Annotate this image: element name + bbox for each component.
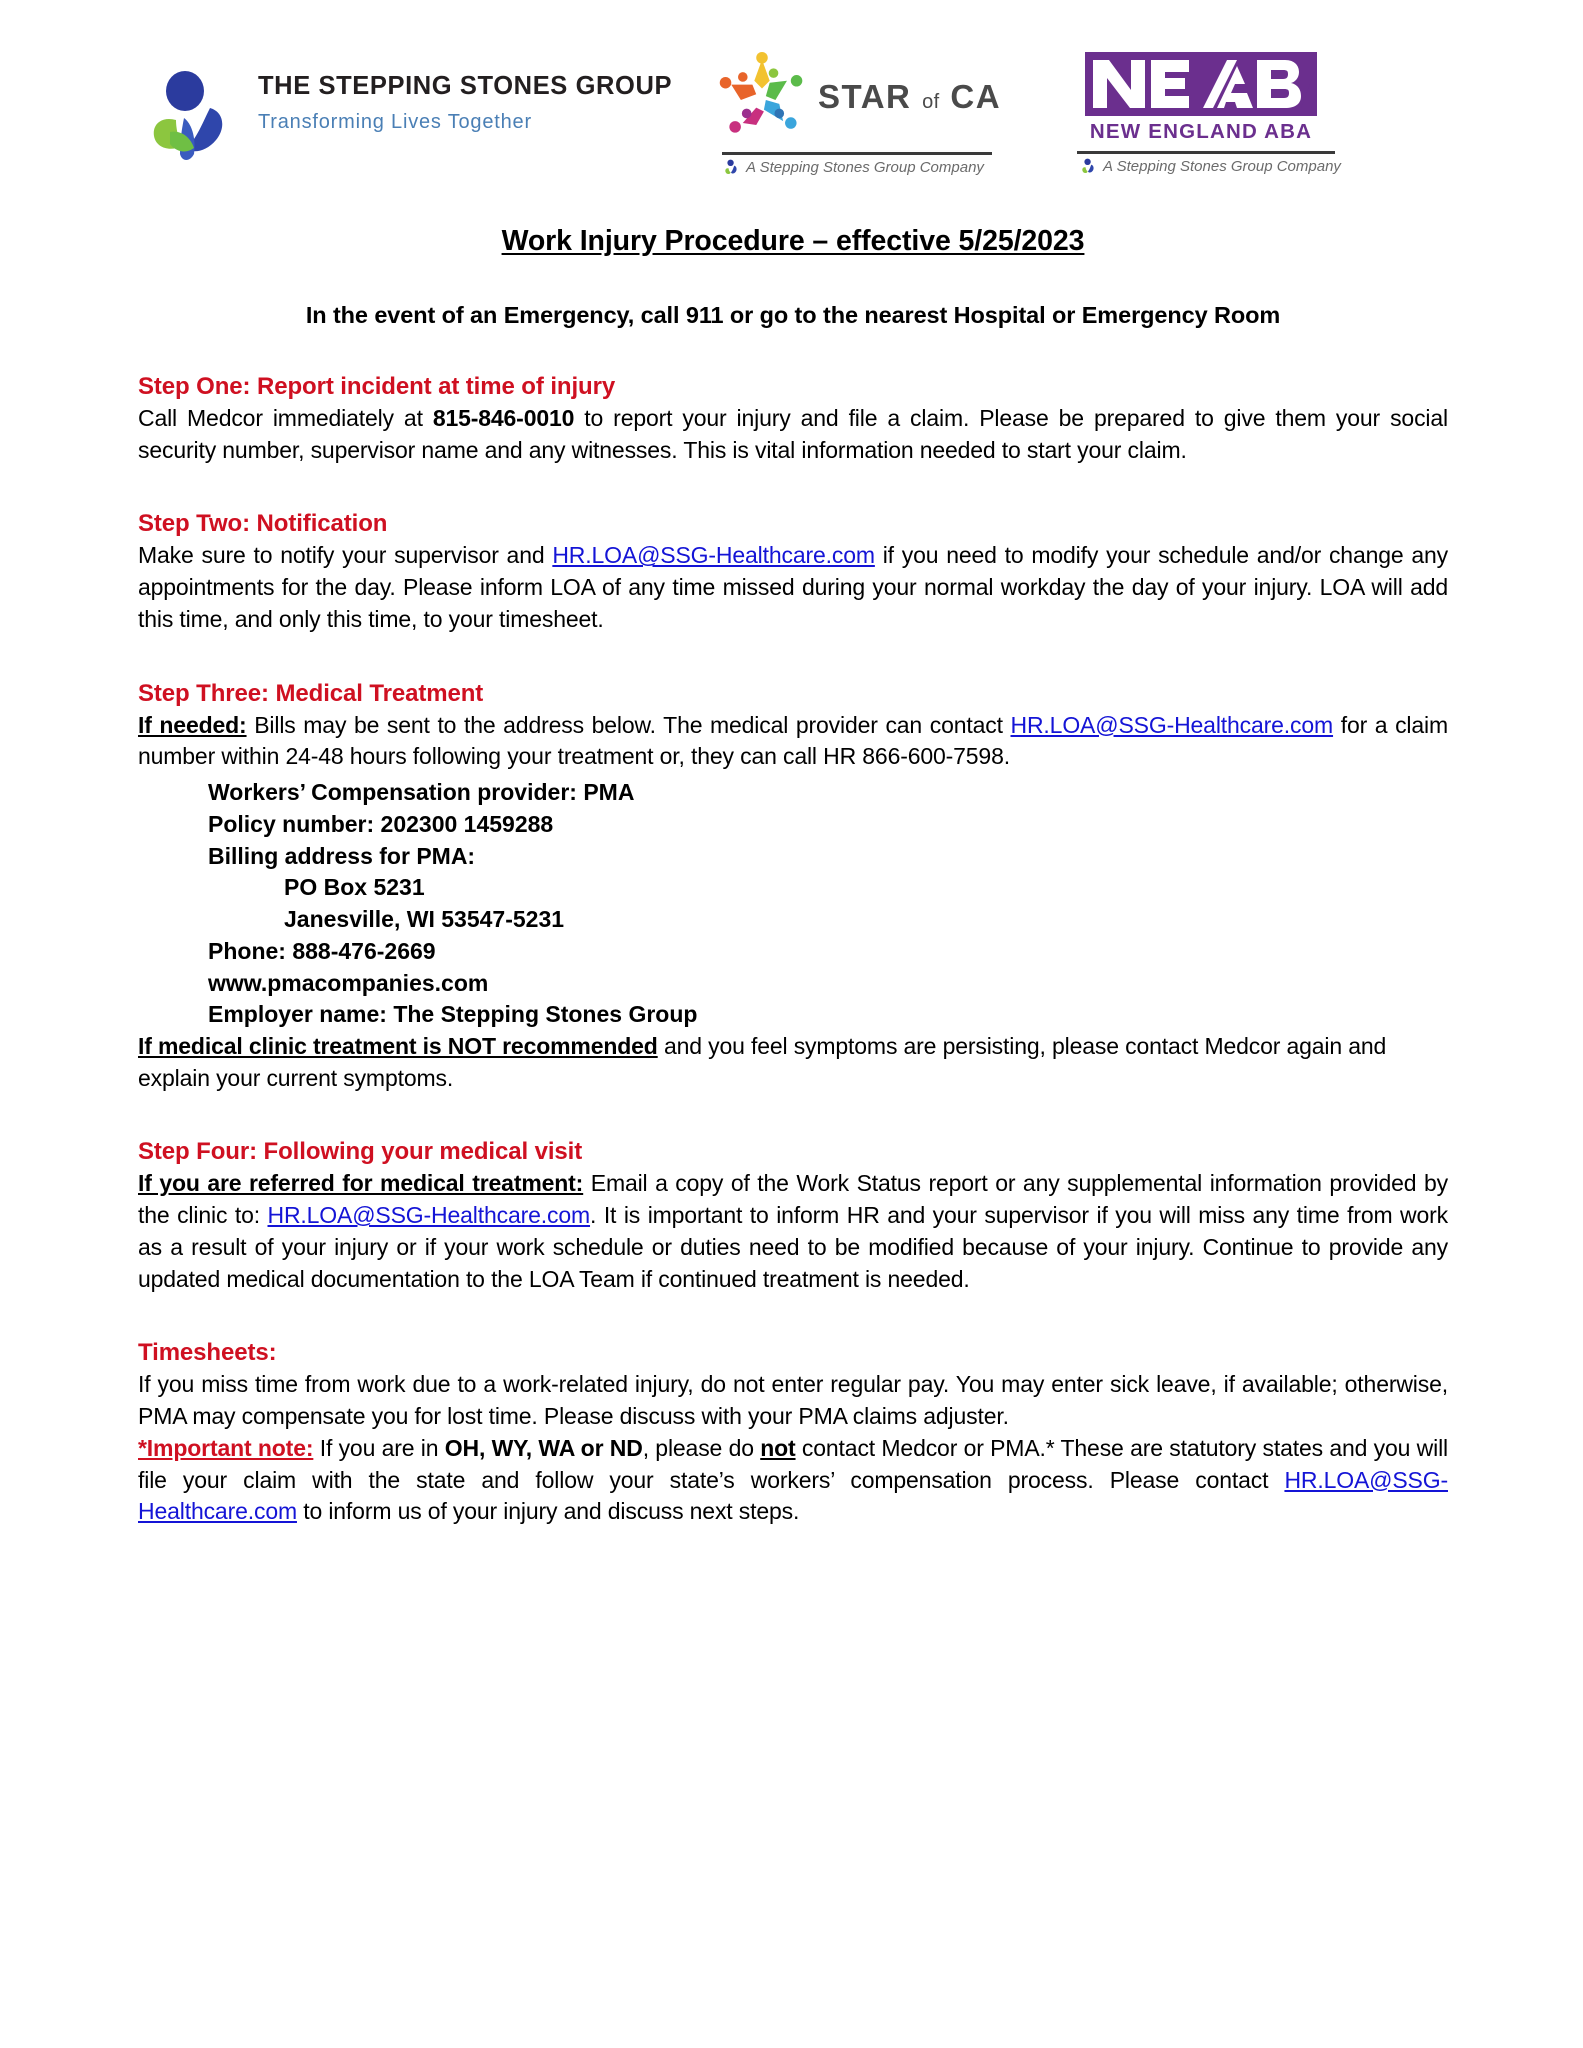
hr-loa-email-link[interactable]: HR.LOA@SSG-Healthcare.com xyxy=(552,542,875,569)
step-four-text xyxy=(138,1168,1448,1295)
statutory-states-list: OH, WY, WA or ND xyxy=(444,1434,643,1461)
hr-loa-email-link[interactable]: HR.LOA@SSG-Healthcare.com xyxy=(1010,711,1334,738)
star-word: STAR xyxy=(818,78,912,115)
pma-address-line-2: Janesville, WI 53547-5231 xyxy=(284,906,565,933)
not-recommended-paragraph xyxy=(138,1031,1448,1094)
pma-billing-address-label: Billing address for PMA: xyxy=(208,842,476,869)
step-three-text-after: for a claim number within 24-48 hours following your treatment or, they can call HR 866-600-7598. xyxy=(138,711,1448,770)
ssg-logo-tagline: Transforming Lives Together xyxy=(258,111,532,133)
star-logo-divider xyxy=(722,152,992,155)
step-three-heading: Step Three: Medical Treatment xyxy=(138,679,484,707)
neaba-company-line: A Stepping Stones Group Company xyxy=(1103,158,1341,175)
step-one-text xyxy=(138,403,1448,466)
pma-details-block xyxy=(138,777,1448,1031)
star-of-ca-wordmark xyxy=(818,78,1001,116)
pma-phone-line: Phone: 888-476-2669 xyxy=(208,937,436,964)
logo-header-bar xyxy=(0,44,1583,179)
timesheets-text: If you miss time from work due to a work-related injury, do not enter regular pay. You may enter sick leave, if available; otherwise, PMA may compensate you for lost time. Please discuss with your PMA claims adjuster. xyxy=(138,1371,1448,1430)
important-note-text-3: contact Medcor or PMA.* These are statutory states and you will file your claim with the state and follow your state’s workers’ compensation process. Please contact xyxy=(138,1434,1448,1493)
of-word: of xyxy=(922,91,940,113)
not-emphasis: not xyxy=(760,1434,796,1461)
neaba-wordmark-icon xyxy=(1085,52,1317,116)
logo-star-of-ca xyxy=(714,44,1004,179)
important-note-text-4: to inform us of your injury and discuss next steps. xyxy=(296,1498,800,1525)
step-two-heading: Step Two: Notification xyxy=(138,510,388,538)
timesheets-heading: Timesheets: xyxy=(138,1339,277,1367)
logo-new-england-aba xyxy=(1077,44,1352,179)
stepping-stones-sprout-icon xyxy=(140,58,244,162)
referred-lead-in: If you are referred for medical treatment: xyxy=(138,1170,584,1197)
pma-provider-line: Workers’ Compensation provider: PMA xyxy=(208,779,635,806)
step-four-text-after: . It is important to inform HR and your supervisor if you will miss any time from work as a result of your injury or if your work schedule or duties need to be modified because of your injury. Continue to provide any updated medical documentation to the LOA Team if continued treatment is needed. xyxy=(138,1202,1448,1292)
ca-word: CA xyxy=(950,78,1002,115)
ssg-company-mark-icon xyxy=(1081,158,1096,175)
ssg-logo-text xyxy=(258,72,673,134)
pma-employer-name-line: Employer name: The Stepping Stones Group xyxy=(208,1001,698,1028)
not-recommended-rest: and you feel symptoms are persisting, please contact Medcor again and explain your current symptoms. xyxy=(138,1033,1387,1091)
step-one-heading: Step One: Report incident at time of injury xyxy=(138,373,616,400)
step-one-text-before: Call Medcor immediately at xyxy=(138,405,433,431)
pma-website-line: www.pmacompanies.com xyxy=(208,969,489,996)
important-note-text-1: If you are in xyxy=(313,1434,445,1461)
pma-policy-number-line: Policy number: 202300 1459288 xyxy=(208,810,554,837)
step-three-text xyxy=(138,710,1448,773)
hr-loa-email-link[interactable]: HR.LOA@SSG-Healthcare.com xyxy=(267,1202,591,1229)
neaba-logo-divider xyxy=(1077,151,1335,154)
important-note-text-2: , please do xyxy=(642,1434,761,1461)
step-three-text-before: Bills may be sent to the address below. The medical provider can contact xyxy=(246,711,1011,738)
page-title-text: Work Injury Procedure – effective 5/25/2023 xyxy=(501,225,1085,257)
step-two-text-after: if you need to modify your schedule and/or change any appointments for the day. Please inform LOA of any time missed during your normal workday the day of your injury. LOA will add this time, and only this time, to your timesheet. xyxy=(138,542,1448,632)
neaba-subtitle: NEW ENGLAND ABA xyxy=(1089,120,1313,143)
not-recommended-lead-in: If medical clinic treatment is NOT recommended xyxy=(138,1033,658,1060)
ssg-logo-title: THE STEPPING STONES GROUP xyxy=(258,72,673,100)
step-one-text-after: to report your injury and file a claim. Please be prepared to give them your social security number, supervisor name and any witnesses. This is vital information needed to start your claim. xyxy=(138,405,1448,463)
step-two-text-before: Make sure to notify your supervisor and xyxy=(138,542,553,569)
if-needed-lead-in: If needed: xyxy=(138,711,247,738)
document-body xyxy=(138,225,1448,1528)
important-note-label: *Important note: xyxy=(138,1434,314,1461)
important-note-paragraph xyxy=(138,1433,1448,1528)
emergency-instruction: In the event of an Emergency, call 911 or go to the nearest Hospital or Emergency Room xyxy=(305,302,1281,328)
pma-address-line-1: PO Box 5231 xyxy=(284,874,425,901)
logo-the-stepping-stones-group xyxy=(140,50,673,170)
step-four-text-before: Email a copy of the Work Status report or any supplemental information provided by the clinic to: xyxy=(138,1170,1448,1229)
ssg-company-mark-icon xyxy=(724,159,739,176)
step-two-text xyxy=(138,540,1448,635)
page-title xyxy=(138,225,1448,258)
star-company-line: A Stepping Stones Group Company xyxy=(746,159,984,176)
star-of-people-icon xyxy=(714,52,810,148)
hr-loa-email-link[interactable]: HR.LOA@SSG-Healthcare.com xyxy=(138,1466,1448,1525)
medcor-phone-number: 815-846-0010 xyxy=(432,405,575,431)
step-four-heading: Step Four: Following your medical visit xyxy=(138,1138,583,1166)
